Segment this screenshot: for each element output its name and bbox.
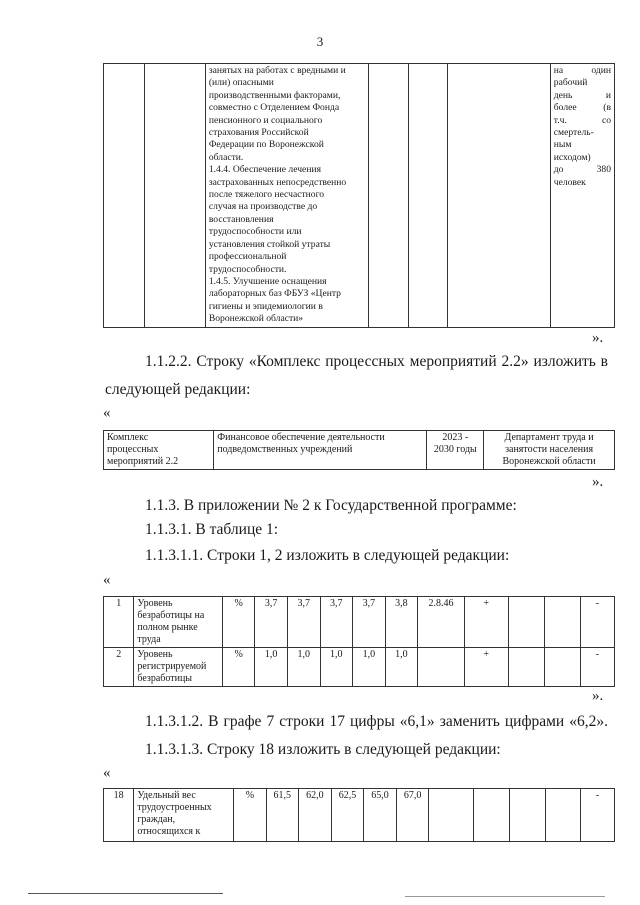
result-word: (в (603, 102, 611, 114)
close-quote: ». (592, 330, 604, 346)
description-line: Федерации по Воронежской (208, 139, 324, 151)
open-quote: « (103, 405, 111, 421)
value-cell: 3,7 (255, 597, 288, 648)
result-word: один (591, 65, 611, 76)
value-cell: 67,0 (396, 789, 429, 842)
indicator-name-cell (134, 789, 234, 842)
table-row (104, 597, 615, 648)
paragraph-1-1-3-1-2: 1.1.3.1.2. В графе 7 строки 17 цифры «6,1» заменить цифрами «6,2». (145, 713, 608, 730)
cell-line: Уровень (137, 598, 173, 609)
activity-description-cell (205, 64, 369, 328)
complex-name-cell (104, 431, 214, 470)
empty-cell (474, 789, 510, 842)
unit-cell: % (222, 648, 254, 687)
table-indicators-1-2 (103, 596, 615, 687)
value-cell: 61,5 (266, 789, 299, 842)
plus-cell: + (464, 648, 508, 687)
paragraph-1-1-2-2: 1.1.2.2. Строку «Комплекс процессных мероприятий 2.2» изложить в (145, 353, 608, 370)
result-word: 380 (596, 164, 611, 176)
result-word: рабочий (553, 77, 588, 89)
result-word: ным (553, 139, 572, 151)
result-word: день (553, 89, 573, 101)
cell-line: безработицы на (137, 610, 205, 621)
value-cell: 1,0 (320, 648, 353, 687)
cell-line: 2023 - (442, 432, 469, 443)
cell-line: регистрируемой (137, 661, 207, 672)
empty-cell (545, 789, 581, 842)
result-line (554, 139, 611, 151)
value-cell: 3,7 (353, 597, 386, 648)
value-cell: 65,0 (364, 789, 397, 842)
cell-line: Удельный вес (137, 790, 196, 801)
value-cell: 62,5 (331, 789, 364, 842)
result-cell (550, 64, 614, 328)
table-complex-2-2 (103, 430, 615, 470)
table-cell (448, 64, 550, 328)
unit-cell: % (234, 789, 266, 842)
cell-line: процессных (107, 444, 159, 455)
cell-line: 2030 годы (433, 444, 477, 455)
cell-line: труда (137, 634, 161, 645)
result-line (554, 115, 611, 127)
responsible-cell (484, 431, 615, 470)
value-cell: 1,0 (287, 648, 320, 687)
plus-cell: + (464, 597, 508, 648)
description-line: гигиены и эпидемиологии в (208, 300, 323, 312)
paragraph-1-1-3-1: 1.1.3.1. В таблице 1: (145, 521, 279, 538)
page-number: 3 (316, 34, 324, 49)
result-word: человек (553, 176, 586, 188)
description-line: профессиональной (208, 251, 287, 263)
description-line: установления стойкой утраты (208, 238, 331, 250)
cell-line: граждан, (137, 814, 176, 825)
result-line (554, 102, 611, 114)
description-line: совместно с Отделением Фонда (208, 102, 340, 114)
description-line: 1.4.4. Обеспечение лечения (208, 164, 321, 176)
table-cell (145, 64, 205, 328)
result-word: более (553, 102, 577, 114)
result-word: т.ч. (553, 114, 567, 126)
table-cell (408, 64, 447, 328)
description-line: страхования Российской (208, 127, 309, 139)
page-bottom-rule (405, 896, 605, 897)
reference-cell (418, 648, 465, 687)
cell-line: относящихся к (137, 826, 201, 837)
value-cell: 1,0 (385, 648, 418, 687)
empty-cell (544, 597, 580, 648)
result-line (554, 77, 611, 89)
table-cell (104, 64, 145, 328)
result-word: исходом) (553, 151, 591, 163)
description-line: застрахованных непосредственно (208, 176, 347, 188)
cell-line: Финансовое обеспечение деятельности (217, 432, 385, 443)
result-line (554, 177, 611, 189)
table-indicator-18 (103, 788, 615, 842)
value-cell: 1,0 (353, 648, 386, 687)
page-bottom-rule (28, 893, 223, 894)
description-line: (или) опасными (208, 77, 274, 89)
unit-cell: % (222, 597, 254, 648)
description-line: Воронежской области» (208, 313, 304, 325)
close-quote: ». (592, 688, 604, 704)
row-number-cell: 1 (104, 597, 134, 648)
complex-description-cell (214, 431, 427, 470)
description-line: трудоспособности или (208, 226, 302, 238)
paragraph-1-1-3-1-3: 1.1.3.1.3. Строку 18 изложить в следующей редакции: (145, 741, 501, 758)
table-cell (369, 64, 408, 328)
empty-cell (544, 648, 580, 687)
paragraph-1-1-2-2-cont: следующей редакции: (105, 381, 251, 398)
cell-line: трудоустроенных (137, 802, 212, 813)
value-cell: 1,0 (255, 648, 288, 687)
description-line: пенсионного и социального (208, 114, 323, 126)
table-continuation (103, 63, 615, 328)
description-line: лабораторных баз ФБУЗ «Центр (208, 288, 341, 300)
row-number-cell: 2 (104, 648, 134, 687)
cell-line: безработицы (137, 673, 193, 684)
cell-line: Воронежской области (502, 456, 596, 467)
description-line: 1.4.5. Улучшение оснащения (208, 275, 327, 287)
value-cell: 3,7 (320, 597, 353, 648)
description-line: случая на производстве до (208, 201, 318, 213)
value-cell: 3,7 (287, 597, 320, 648)
result-word: со (601, 114, 611, 126)
empty-cell (510, 789, 546, 842)
result-line (554, 152, 611, 164)
cell-line: Департамент труда и (504, 432, 594, 443)
dash-cell: - (580, 597, 614, 648)
open-quote: « (103, 572, 111, 588)
row-number-cell: 18 (104, 789, 134, 842)
result-line (554, 65, 611, 77)
paragraph-1-1-3: 1.1.3. В приложении № 2 к Государственной программе: (145, 497, 517, 514)
cell-line: Уровень (137, 649, 173, 660)
empty-cell (508, 597, 544, 648)
cell-line: Комплекс (107, 432, 149, 443)
value-cell: 62,0 (299, 789, 332, 842)
description-line: области. (208, 151, 244, 163)
result-word: и (605, 89, 611, 101)
cell-line: занятости населения (505, 444, 594, 455)
table-row (104, 789, 615, 842)
dash-cell: - (580, 648, 614, 687)
paragraph-1-1-3-1-1: 1.1.3.1.1. Строки 1, 2 изложить в следующей редакции: (145, 547, 510, 564)
cell-line: подведомственных учреждений (217, 444, 353, 455)
description-line: восстановления (208, 213, 274, 225)
close-quote: ». (592, 474, 604, 490)
description-line: трудоспособности. (208, 263, 287, 275)
description-line: производственными факторами, (208, 89, 341, 101)
cell-line: мероприятий 2.2 (107, 456, 179, 467)
indicator-name-cell (134, 597, 223, 648)
period-cell (427, 431, 484, 470)
result-word: до (553, 164, 564, 176)
description-line: занятых на работах с вредными и (208, 65, 346, 76)
empty-cell (429, 789, 474, 842)
reference-cell: 2.8.46 (418, 597, 465, 648)
result-word: смертель- (553, 127, 594, 139)
result-line (554, 127, 611, 139)
indicator-name-cell (134, 648, 223, 687)
dash-cell: - (581, 789, 615, 842)
result-word: на (553, 65, 564, 76)
empty-cell (508, 648, 544, 687)
open-quote: « (103, 765, 111, 781)
value-cell: 3,8 (385, 597, 418, 648)
table-row (104, 648, 615, 687)
result-line (554, 90, 611, 102)
description-line: после тяжелого несчастного (208, 189, 325, 201)
cell-line: полном рынке (137, 622, 198, 633)
result-line (554, 164, 611, 176)
